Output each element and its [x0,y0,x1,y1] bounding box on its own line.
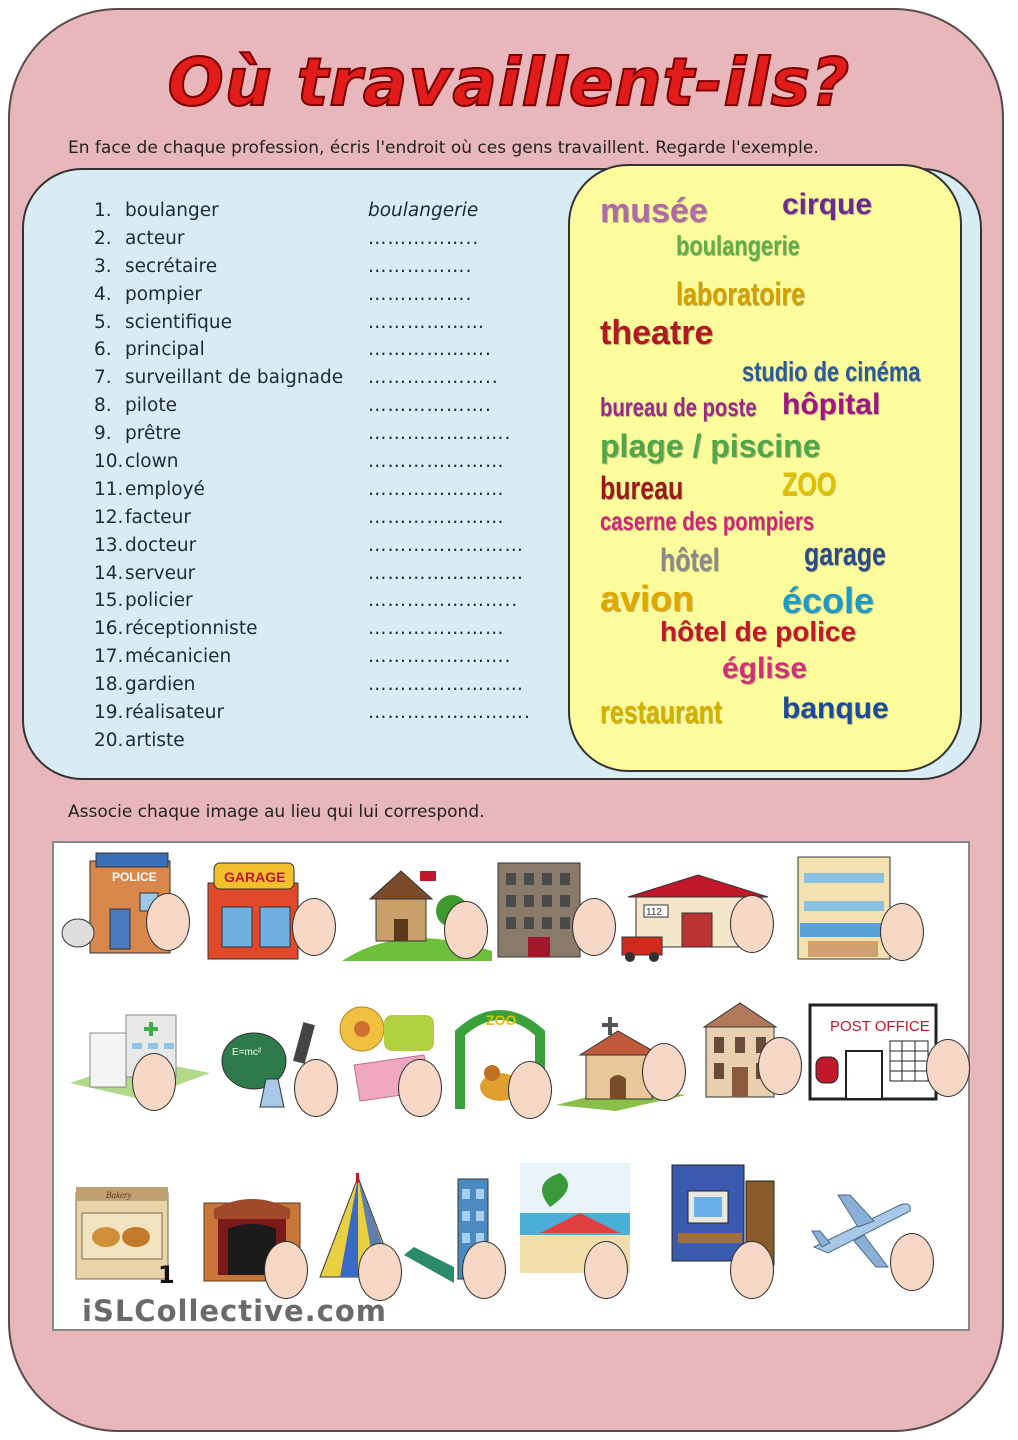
answer-field[interactable]: …………………… [368,674,524,696]
profession-name: employé [125,478,205,500]
answer-bubble[interactable] [730,1241,774,1299]
answer-bubble[interactable] [880,903,924,961]
profession-row [94,423,554,451]
profession-row [94,674,554,702]
answer-field[interactable]: ……………………. [368,702,531,724]
profession-number: 6. [94,339,112,361]
answer-field[interactable]: …………………. [368,646,512,668]
word-bank-item: musée [600,192,708,230]
word-bank-item: avion [600,578,695,619]
profession-row [94,451,554,479]
profession-name: boulanger [125,200,219,221]
word-bank-item: bureau de poste [600,392,757,422]
answer-field[interactable]: ……………. [368,255,473,277]
word-bank [568,164,962,772]
profession-row [94,646,554,674]
profession-number: 9. [94,423,112,445]
instruction-top: En face de chaque profession, écris l'endroit où ces gens travaillent. Regarde l'exemple. [68,138,819,158]
garage-icon [204,857,304,961]
answer-field[interactable]: ………………… [368,506,505,528]
answer-bubble[interactable] [146,893,190,951]
bakery-icon [72,1183,172,1283]
answer-field[interactable]: …………………… [368,534,524,556]
word-bank-item: cirque [782,188,873,221]
profession-number: 18. [94,674,124,696]
profession-number: 10. [94,451,124,473]
profession-row [94,284,554,312]
lab-formula: E=mc² [232,1047,262,1058]
profession-row [94,507,554,535]
profession-number: 5. [94,311,112,333]
profession-name: prêtre [125,423,182,445]
profession-name: réceptionniste [125,618,258,640]
profession-name: principal [125,339,205,361]
profession-number: 14. [94,562,124,584]
answer-bubble[interactable] [132,1053,176,1111]
profession-row [94,702,554,730]
answer-field[interactable]: …………………. [368,423,512,445]
profession-number: 8. [94,395,112,417]
profession-row [94,367,554,395]
profession-row [94,228,554,256]
profession-row [94,618,554,646]
profession-number: 20. [94,729,124,748]
police-label: POLICE [112,870,157,884]
profession-number: 12. [94,506,124,528]
garage-label: GARAGE [224,869,286,885]
profession-row [94,395,554,423]
answer-field[interactable]: ……………. [368,283,473,305]
profession-row [94,590,554,618]
profession-name: gardien [125,674,196,696]
answer-bubble[interactable] [398,1059,442,1117]
word-bank-item: hôpital [782,388,881,421]
profession-row [94,563,554,591]
answer-field[interactable]: ……………… [368,311,485,333]
answer-bubble[interactable] [264,1241,308,1299]
word-bank-item: hôtel de police [660,616,857,647]
answer-bubble[interactable] [444,901,488,959]
word-bank-item: église [722,652,808,685]
answer-bubble[interactable] [758,1037,802,1095]
word-bank-item: restaurant [600,694,723,730]
profession-number: 7. [94,367,112,389]
answer-bubble[interactable] [358,1243,402,1301]
profession-name: mécanicien [125,646,232,668]
answer-bubble[interactable] [642,1043,686,1101]
answer-bubble[interactable] [730,895,774,953]
answer-bubble[interactable] [508,1061,552,1119]
profession-number: 16. [94,618,124,640]
bakery-label: Bakery [106,1190,132,1200]
answer-field[interactable]: ………………….. [368,590,519,612]
post-office-label: POST OFFICE [830,1018,930,1035]
example-number: 1 [158,1261,175,1289]
profession-name: scientifique [125,311,232,333]
profession-number: 4. [94,283,112,305]
office-building-icon [494,859,584,961]
profession-name: policier [125,590,193,612]
answer-field[interactable]: …………….. [368,227,480,249]
profession-name: secrétaire [125,255,218,277]
instruction-bottom: Associe chaque image au lieu qui lui correspond. [68,802,485,822]
answer-field[interactable]: ………………… [368,618,505,640]
profession-name: docteur [125,534,197,556]
profession-name: facteur [125,506,191,528]
fire-station-number: 112 [646,907,662,918]
profession-row [94,535,554,563]
answer-bubble[interactable] [890,1233,934,1291]
answer-field[interactable]: ………………. [368,339,492,361]
profession-number: 15. [94,590,124,612]
answer-field[interactable]: boulangerie [368,200,479,221]
word-bank-item: boulangerie [676,230,800,261]
profession-number: 17. [94,646,124,668]
answer-bubble[interactable] [584,1241,628,1299]
word-bank-item: studio de cinéma [742,356,921,387]
word-bank-item: banque [782,692,889,725]
profession-number: 13. [94,534,124,556]
profession-row [94,200,554,228]
profession-row [94,312,554,340]
profession-row [94,339,554,367]
profession-name: pilote [125,395,177,417]
answer-field[interactable]: …………………… [368,562,524,584]
profession-number: 2. [94,227,112,249]
page-title: Où travaillent-ils? [167,44,851,121]
profession-number: 3. [94,255,112,277]
answer-bubble[interactable] [294,1059,338,1117]
profession-number: 11. [94,478,124,500]
word-bank-item: bureau [600,470,684,506]
profession-number: 1. [94,200,112,221]
hotel-icon [794,853,894,963]
watermark: iSLCollective.com [82,1294,387,1328]
profession-row [94,479,554,507]
word-bank-item: garage [804,536,886,572]
profession-name: réalisateur [125,702,225,724]
post-office-icon [806,995,942,1103]
answer-field[interactable]: ………………… [368,478,505,500]
profession-name: serveur [125,562,196,584]
word-bank-item: ZOO [782,466,837,502]
profession-name: surveillant de baignade [125,367,344,389]
answer-field[interactable]: ……………….. [368,367,499,389]
word-bank-item: plage / piscine [600,428,821,464]
answer-bubble[interactable] [292,898,336,956]
profession-name: acteur [125,227,185,249]
pictures-panel [52,841,970,1331]
word-bank-item: laboratoire [676,276,805,312]
answer-field[interactable]: ………………… [368,451,505,473]
answer-field[interactable]: ………………. [368,395,492,417]
answer-bubble[interactable] [926,1039,970,1097]
profession-name: pompier [125,283,202,305]
profession-row [94,730,554,748]
profession-name: artiste [125,729,185,748]
answer-bubble[interactable] [462,1241,506,1299]
zoo-label: ZOO [486,1012,517,1028]
profession-row [94,256,554,284]
profession-number: 19. [94,702,124,724]
word-bank-item: école [782,580,875,621]
word-bank-item: caserne des pompiers [600,506,815,536]
professions-list [94,200,554,748]
answer-bubble[interactable] [572,898,616,956]
word-bank-item: hôtel [660,542,720,578]
profession-name: clown [125,451,179,473]
word-bank-item: theatre [600,314,714,352]
